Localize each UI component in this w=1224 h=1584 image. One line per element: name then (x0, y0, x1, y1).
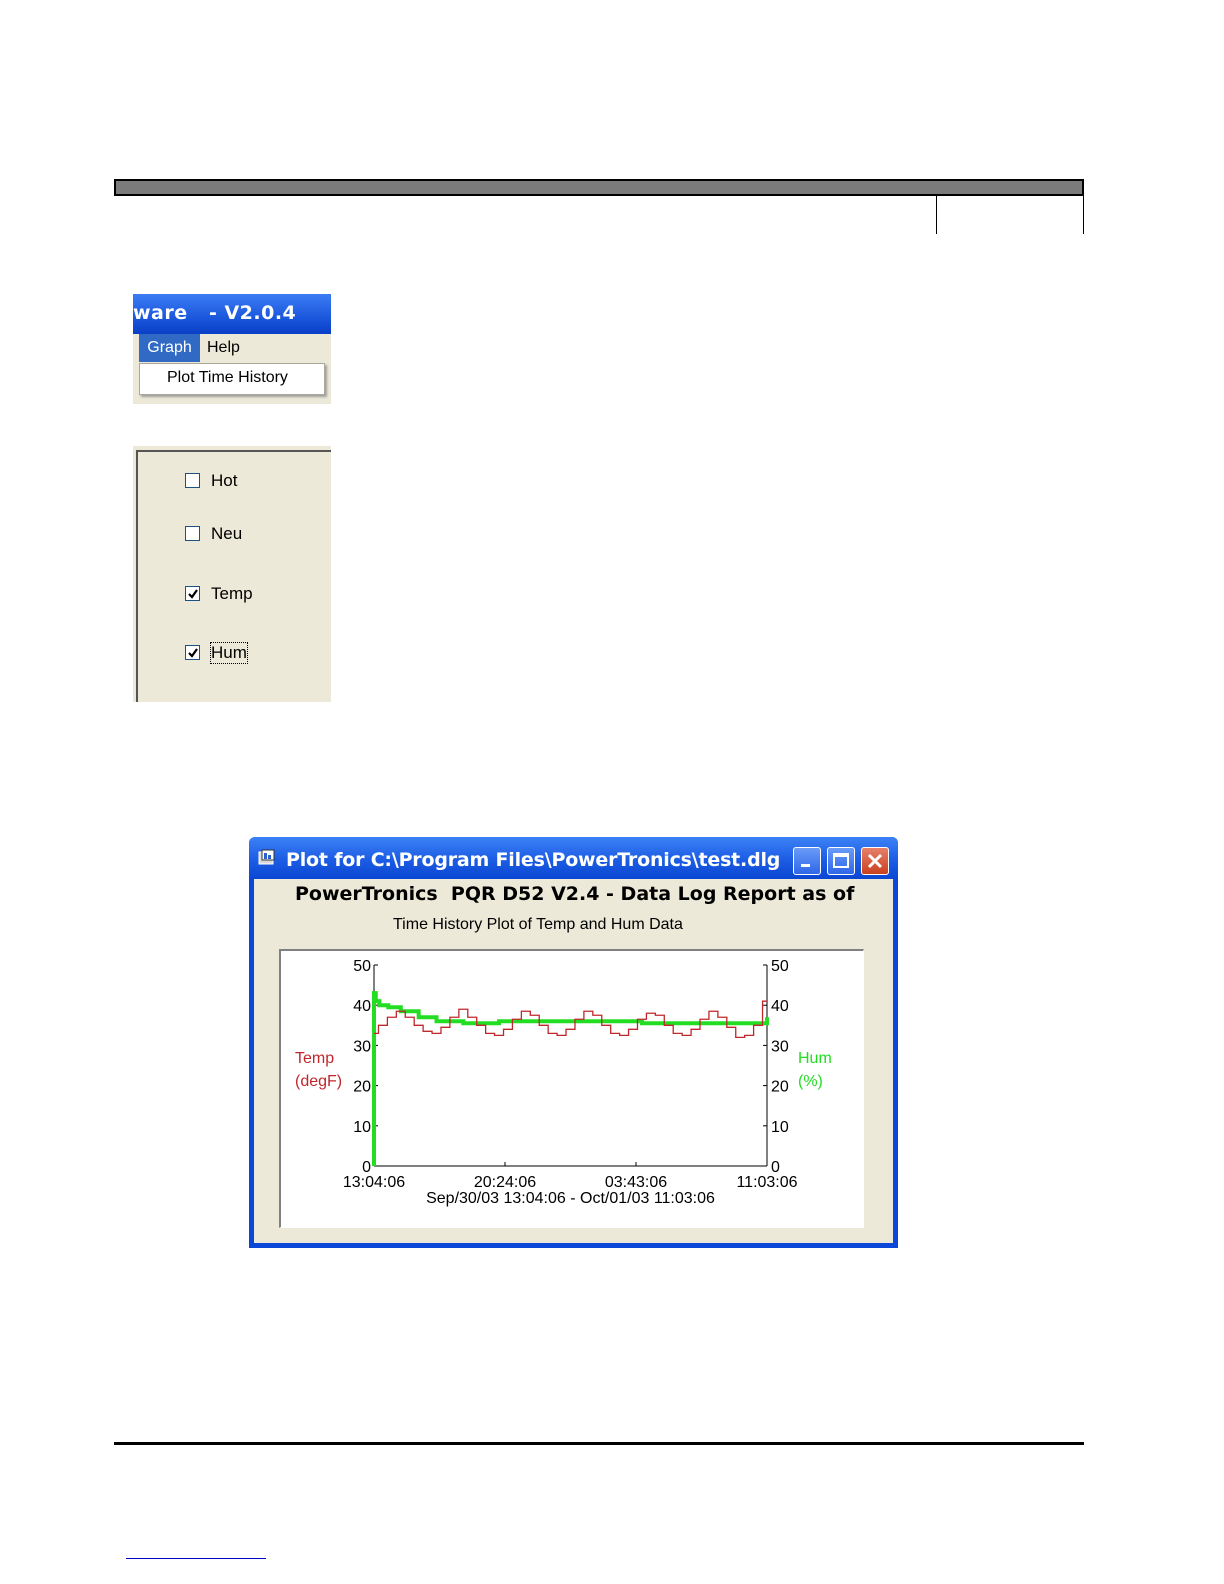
y-axis-unit-right: (%) (798, 1073, 823, 1090)
channel-checkbox-panel (133, 446, 331, 702)
plot-window-titlebar[interactable] (249, 837, 898, 879)
maximize-icon (828, 848, 854, 874)
checkbox-hot[interactable] (185, 473, 200, 488)
minimize-icon (794, 848, 820, 874)
y-tick-label-left: 0 (362, 1159, 371, 1176)
y-tick-label-right: 10 (771, 1118, 789, 1136)
y-tick-label-right: 50 (771, 958, 789, 975)
document-header-bar (114, 179, 1084, 196)
plot-window-title: Plot for C:\Program Files\PowerTronics\test.dlg (286, 849, 781, 871)
x-axis-label: Sep/30/03 13:04:06 - Oct/01/03 11:03:06 (426, 1190, 715, 1207)
y-axis-title-left: Temp (295, 1050, 335, 1067)
document-header-tab (936, 196, 1084, 234)
checkmark-icon (187, 588, 199, 600)
y-tick-label-left: 50 (353, 958, 371, 975)
y-tick-label-left: 10 (353, 1118, 371, 1136)
graph-dropdown (139, 363, 325, 395)
report-title: PowerTronics PQR D52 V2.4 - Data Log Report as of (295, 883, 855, 905)
close-icon (862, 848, 888, 874)
checkbox-hum[interactable] (185, 645, 200, 660)
y-tick-label-right: 30 (771, 1038, 789, 1056)
x-tick-label: 20:24:06 (473, 1174, 537, 1191)
y-tick-label-left: 20 (353, 1078, 371, 1096)
menubar (133, 334, 331, 362)
x-tick-label: 11:03:06 (736, 1174, 798, 1191)
y-axis-unit-left: (degF) (295, 1073, 343, 1090)
menu-screenshot (133, 294, 331, 404)
app-icon (258, 849, 276, 866)
plot-frame (279, 949, 864, 1228)
y-tick-label-right: 20 (771, 1078, 789, 1096)
y-tick-label-left: 30 (353, 1038, 371, 1056)
checkbox-label-hum: Hum (211, 643, 247, 662)
y-tick-label-right: 0 (771, 1159, 780, 1176)
time-history-chart (281, 951, 861, 1225)
y-axis-title-right: Hum (798, 1050, 832, 1067)
app-titlebar (133, 294, 331, 334)
plot-subtitle: Time History Plot of Temp and Hum Data (393, 916, 683, 933)
y-tick-label-right: 40 (771, 998, 789, 1016)
plot-client-area (254, 879, 893, 1243)
menu-item-plot-time-history[interactable]: Plot Time History (167, 369, 288, 386)
x-tick-label: 03:43:06 (604, 1174, 668, 1191)
x-tick-label: 13:04:06 (342, 1174, 406, 1191)
maximize-button[interactable] (827, 847, 855, 875)
minimize-button[interactable] (793, 847, 821, 875)
series-line-temp (374, 1001, 767, 1037)
checkbox-label-temp: Temp (211, 584, 253, 603)
checkmark-icon (187, 647, 199, 659)
document-footer-rule (114, 1442, 1084, 1445)
y-tick-label-left: 40 (353, 998, 371, 1016)
menu-help[interactable]: Help (207, 339, 240, 356)
checkbox-label-neu: Neu (211, 524, 243, 543)
menu-graph[interactable]: Graph (139, 334, 200, 362)
checkbox-label-hot: Hot (211, 471, 238, 490)
checkbox-temp[interactable] (185, 586, 200, 601)
app-title: ware - V2.0.4 (133, 302, 297, 324)
checkbox-neu[interactable] (185, 526, 200, 541)
document-footer-link-line (126, 1558, 266, 1559)
close-button[interactable] (861, 847, 889, 875)
plot-window (249, 837, 898, 1248)
